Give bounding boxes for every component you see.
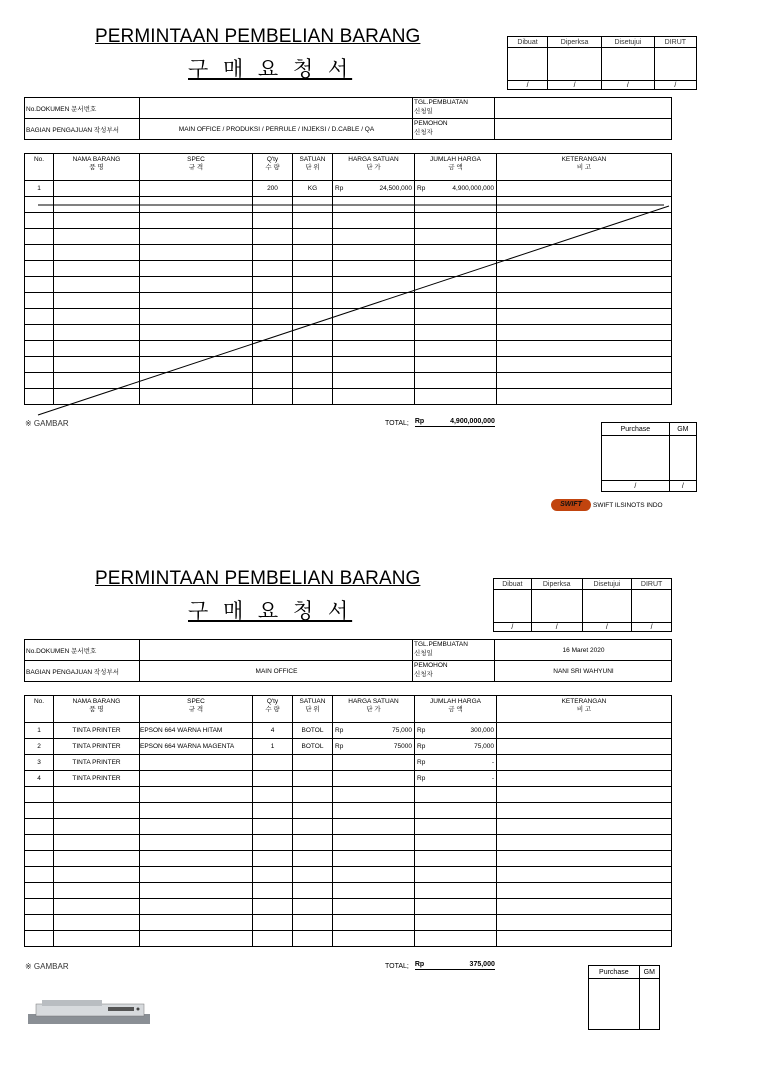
row-name[interactable] <box>54 883 140 899</box>
col-amount: JUMLAH HARGA 금 액 <box>415 154 497 181</box>
table-row <box>25 931 672 947</box>
row-price[interactable] <box>333 835 415 851</box>
row-spec[interactable] <box>140 931 253 947</box>
row-amount[interactable]: Rp 4,900,000,000 <box>415 181 497 197</box>
row-amount[interactable] <box>415 899 497 915</box>
row-qty[interactable] <box>253 803 293 819</box>
row-qty[interactable] <box>253 931 293 947</box>
row-qty[interactable] <box>253 851 293 867</box>
gm-sign[interactable] <box>639 979 659 1030</box>
row-note[interactable] <box>497 867 672 883</box>
row-name[interactable]: TINTA PRINTER <box>54 755 140 771</box>
row-name[interactable]: TINTA PRINTER <box>54 739 140 755</box>
col-price: HARGA SATUAN 단 가 <box>333 154 415 181</box>
date-label: TGL.PEMBUATAN 신청일 <box>413 98 495 119</box>
row-qty[interactable] <box>253 771 293 787</box>
row-qty[interactable] <box>253 787 293 803</box>
total-row <box>385 418 495 427</box>
total-label: TOTAL; <box>385 420 409 427</box>
row-qty[interactable] <box>253 883 293 899</box>
row-qty[interactable] <box>253 867 293 883</box>
row-no[interactable]: 2 <box>25 739 54 755</box>
row-name[interactable] <box>54 787 140 803</box>
table-row <box>25 803 672 819</box>
department-value[interactable]: MAIN OFFICE / PRODUKSI / PERRULE / INJEKSI / D.CABLE / QA <box>140 119 413 140</box>
row-price[interactable]: Rp 24,500,000 <box>333 181 415 197</box>
row-qty[interactable] <box>253 819 293 835</box>
signature-cell[interactable] <box>654 48 696 81</box>
row-name[interactable]: TINTA PRINTER <box>54 771 140 787</box>
row-amount[interactable] <box>415 867 497 883</box>
signature-cell[interactable] <box>582 590 632 623</box>
row-name[interactable] <box>54 851 140 867</box>
row-amount[interactable]: Rp 300,000 <box>415 723 497 739</box>
department-label: BAGIAN PENGAJUAN 작성부서 <box>25 119 140 140</box>
row-no[interactable] <box>25 883 54 899</box>
items-table <box>24 695 672 947</box>
row-amount[interactable] <box>415 803 497 819</box>
signature-cell[interactable] <box>531 590 582 623</box>
row-amount[interactable] <box>415 851 497 867</box>
row-spec[interactable] <box>140 755 253 771</box>
row-amount[interactable]: Rp - <box>415 771 497 787</box>
row-spec[interactable]: EPSON 664 WARNA HITAM <box>140 723 253 739</box>
row-name[interactable] <box>54 931 140 947</box>
requester-label: PEMOHON 신청자 <box>413 661 495 682</box>
approval-diperiksa: Diperksa <box>548 37 602 48</box>
form-title: PERMINTAAN PEMBELIAN BARANG <box>95 26 421 47</box>
signature-date: / <box>602 81 655 90</box>
row-price[interactable] <box>333 867 415 883</box>
row-no[interactable]: 4 <box>25 771 54 787</box>
col-note: KETERANGAN 비 고 <box>497 696 672 723</box>
purchase-label: Purchase <box>602 423 670 436</box>
approval-diperiksa: Diperksa <box>531 579 582 590</box>
col-qty: Q'ty 수 량 <box>253 154 293 181</box>
table-row <box>25 771 672 787</box>
row-amount[interactable] <box>415 883 497 899</box>
row-note[interactable] <box>497 723 672 739</box>
row-spec[interactable] <box>140 819 253 835</box>
row-name[interactable] <box>54 915 140 931</box>
row-price[interactable] <box>333 755 415 771</box>
row-qty[interactable]: 1 <box>253 739 293 755</box>
signature-date: / <box>508 81 548 90</box>
row-price[interactable] <box>333 803 415 819</box>
row-unit[interactable] <box>293 771 333 787</box>
purchase-date: / <box>602 481 670 492</box>
row-spec[interactable] <box>140 899 253 915</box>
row-price[interactable] <box>333 899 415 915</box>
gm-label: GM <box>639 966 659 979</box>
purchase-label: Purchase <box>589 966 640 979</box>
total-row <box>385 961 495 970</box>
row-amount[interactable] <box>415 931 497 947</box>
row-unit[interactable] <box>293 819 333 835</box>
form-subtitle-korean: 구 매 요 청 서 <box>188 57 353 81</box>
row-no[interactable]: 1 <box>25 181 54 197</box>
table-row <box>25 723 672 739</box>
approval-dibuat: Dibuat <box>508 37 548 48</box>
row-spec[interactable] <box>140 787 253 803</box>
table-row <box>25 915 672 931</box>
col-spec: SPEC 규 격 <box>140 154 253 181</box>
doc-number-value[interactable] <box>140 98 413 119</box>
drawing-label: ※ GAMBAR <box>25 962 69 971</box>
row-amount[interactable]: Rp 75,000 <box>415 739 497 755</box>
row-amount[interactable]: Rp - <box>415 755 497 771</box>
purchase-sign[interactable] <box>589 979 640 1030</box>
row-price[interactable] <box>333 851 415 867</box>
doc-number-value[interactable] <box>140 640 413 661</box>
row-unit[interactable] <box>293 915 333 931</box>
row-note[interactable] <box>497 851 672 867</box>
row-amount[interactable] <box>415 835 497 851</box>
row-note[interactable] <box>497 835 672 851</box>
col-price: HARGA SATUAN 단 가 <box>333 696 415 723</box>
row-name[interactable] <box>54 803 140 819</box>
row-unit[interactable] <box>293 883 333 899</box>
row-note[interactable] <box>497 819 672 835</box>
form-1 <box>0 0 768 540</box>
row-name[interactable] <box>54 867 140 883</box>
row-no[interactable] <box>25 915 54 931</box>
col-qty: Q'ty 수 량 <box>253 696 293 723</box>
row-spec[interactable] <box>140 771 253 787</box>
items-header <box>25 154 672 181</box>
col-note: KETERANGAN 비 고 <box>497 154 672 181</box>
row-price[interactable] <box>333 819 415 835</box>
row-price[interactable] <box>333 787 415 803</box>
row-amount[interactable] <box>415 787 497 803</box>
approval-box <box>493 578 672 632</box>
row-no[interactable]: 3 <box>25 755 54 771</box>
row-spec[interactable]: EPSON 664 WARNA MAGENTA <box>140 739 253 755</box>
row-no[interactable] <box>25 819 54 835</box>
row-name[interactable]: TINTA PRINTER <box>54 723 140 739</box>
row-spec[interactable] <box>140 851 253 867</box>
row-note[interactable] <box>497 915 672 931</box>
signature-cell[interactable] <box>548 48 602 81</box>
row-spec[interactable] <box>140 883 253 899</box>
purchase-gm-box <box>601 422 697 492</box>
row-price[interactable]: Rp 75,000 <box>333 723 415 739</box>
row-note[interactable] <box>497 771 672 787</box>
approval-disetujui: Disetujui <box>602 37 655 48</box>
row-unit[interactable]: BOTOL <box>293 739 333 755</box>
signature-date: / <box>632 623 672 632</box>
row-price[interactable]: Rp 75000 <box>333 739 415 755</box>
col-name: NAMA BARANG 품 명 <box>54 696 140 723</box>
requester-value[interactable] <box>495 119 672 140</box>
col-no: No. <box>25 696 54 723</box>
date-value[interactable] <box>495 98 672 119</box>
printer-image <box>28 998 150 1024</box>
row-name[interactable] <box>54 835 140 851</box>
table-row <box>25 739 672 755</box>
row-no[interactable] <box>25 803 54 819</box>
row-amount[interactable] <box>415 819 497 835</box>
row-note[interactable] <box>497 787 672 803</box>
row-note[interactable] <box>497 899 672 915</box>
row-spec[interactable] <box>140 867 253 883</box>
signature-date: / <box>654 81 696 90</box>
row-unit[interactable] <box>293 787 333 803</box>
row-price[interactable] <box>333 771 415 787</box>
row-qty[interactable] <box>253 915 293 931</box>
approval-dirut: DIRUT <box>654 37 696 48</box>
col-unit: SATUAN 단 위 <box>293 696 333 723</box>
col-spec: SPEC 규 격 <box>140 696 253 723</box>
void-strike-line <box>24 195 672 417</box>
doc-number-label: No.DOKUMEN 문서번호 <box>25 640 140 661</box>
requester-value[interactable]: NANI SRI WAHYUNI <box>495 661 672 682</box>
form-subtitle-korean: 구 매 요 청 서 <box>188 599 353 623</box>
row-no[interactable] <box>25 787 54 803</box>
row-spec[interactable] <box>140 803 253 819</box>
approval-disetujui: Disetujui <box>582 579 632 590</box>
row-note[interactable] <box>497 739 672 755</box>
approval-dibuat: Dibuat <box>494 579 532 590</box>
table-row <box>25 835 672 851</box>
row-qty[interactable]: 4 <box>253 723 293 739</box>
col-name: NAMA BARANG 품 명 <box>54 154 140 181</box>
row-unit[interactable] <box>293 899 333 915</box>
gm-sign[interactable] <box>669 436 696 481</box>
table-row <box>25 883 672 899</box>
doc-number-label: No.DOKUMEN 문서번호 <box>25 98 140 119</box>
table-row <box>25 819 672 835</box>
gm-date: / <box>669 481 696 492</box>
table-row <box>25 755 672 771</box>
form-title: PERMINTAAN PEMBELIAN BARANG <box>95 568 421 589</box>
row-price[interactable] <box>333 883 415 899</box>
row-qty[interactable]: 200 <box>253 181 293 197</box>
swift-logo-mark: SWIFT <box>551 499 591 511</box>
row-qty[interactable] <box>253 755 293 771</box>
row-no[interactable] <box>25 899 54 915</box>
table-row <box>25 851 672 867</box>
row-spec[interactable] <box>140 915 253 931</box>
company-name: SWIFT ILSINOTS INDO <box>593 501 663 509</box>
row-qty[interactable] <box>253 835 293 851</box>
total-amount: Rp 375,000 <box>414 961 495 968</box>
signature-cell[interactable] <box>632 590 672 623</box>
col-no: No. <box>25 154 54 181</box>
gm-label: GM <box>669 423 696 436</box>
row-note[interactable] <box>497 883 672 899</box>
row-unit[interactable] <box>293 755 333 771</box>
col-amount: JUMLAH HARGA 금 액 <box>415 696 497 723</box>
purchase-gm-box <box>588 965 660 1030</box>
date-label: TGL.PEMBUATAN 신청일 <box>413 640 495 661</box>
row-note[interactable] <box>497 931 672 947</box>
row-qty[interactable] <box>253 899 293 915</box>
items-header <box>25 696 672 723</box>
purchase-sign[interactable] <box>602 436 670 481</box>
document-info <box>24 639 672 682</box>
signature-cell[interactable] <box>602 48 655 81</box>
department-value[interactable]: MAIN OFFICE <box>140 661 413 682</box>
signature-date: / <box>531 623 582 632</box>
row-no[interactable] <box>25 931 54 947</box>
table-row <box>25 899 672 915</box>
row-unit[interactable]: KG <box>293 181 333 197</box>
total-label: TOTAL; <box>385 963 409 970</box>
row-no[interactable] <box>25 867 54 883</box>
total-amount: Rp 4,900,000,000 <box>414 418 495 425</box>
table-row <box>25 787 672 803</box>
date-value[interactable]: 16 Maret 2020 <box>495 640 672 661</box>
department-label: BAGIAN PENGAJUAN 작성부서 <box>25 661 140 682</box>
table-row <box>25 867 672 883</box>
row-note[interactable] <box>497 803 672 819</box>
row-no[interactable]: 1 <box>25 723 54 739</box>
requester-label: PEMOHON 신청자 <box>413 119 495 140</box>
row-name[interactable] <box>54 899 140 915</box>
signature-date: / <box>548 81 602 90</box>
row-unit[interactable] <box>293 867 333 883</box>
row-no[interactable] <box>25 835 54 851</box>
row-note[interactable] <box>497 755 672 771</box>
row-unit[interactable] <box>293 851 333 867</box>
company-logo <box>551 499 663 511</box>
signature-date: / <box>582 623 632 632</box>
row-unit[interactable] <box>293 803 333 819</box>
row-unit[interactable] <box>293 835 333 851</box>
signature-cell[interactable] <box>494 590 532 623</box>
approval-box <box>507 36 697 90</box>
row-price[interactable] <box>333 915 415 931</box>
drawing-label: ※ GAMBAR <box>25 419 69 428</box>
approval-dirut: DIRUT <box>632 579 672 590</box>
document-info <box>24 97 672 140</box>
row-no[interactable] <box>25 851 54 867</box>
row-amount[interactable] <box>415 915 497 931</box>
row-unit[interactable] <box>293 931 333 947</box>
row-price[interactable] <box>333 931 415 947</box>
row-spec[interactable] <box>140 835 253 851</box>
signature-cell[interactable] <box>508 48 548 81</box>
col-unit: SATUAN 단 위 <box>293 154 333 181</box>
row-unit[interactable]: BOTOL <box>293 723 333 739</box>
row-name[interactable] <box>54 819 140 835</box>
signature-date: / <box>494 623 532 632</box>
